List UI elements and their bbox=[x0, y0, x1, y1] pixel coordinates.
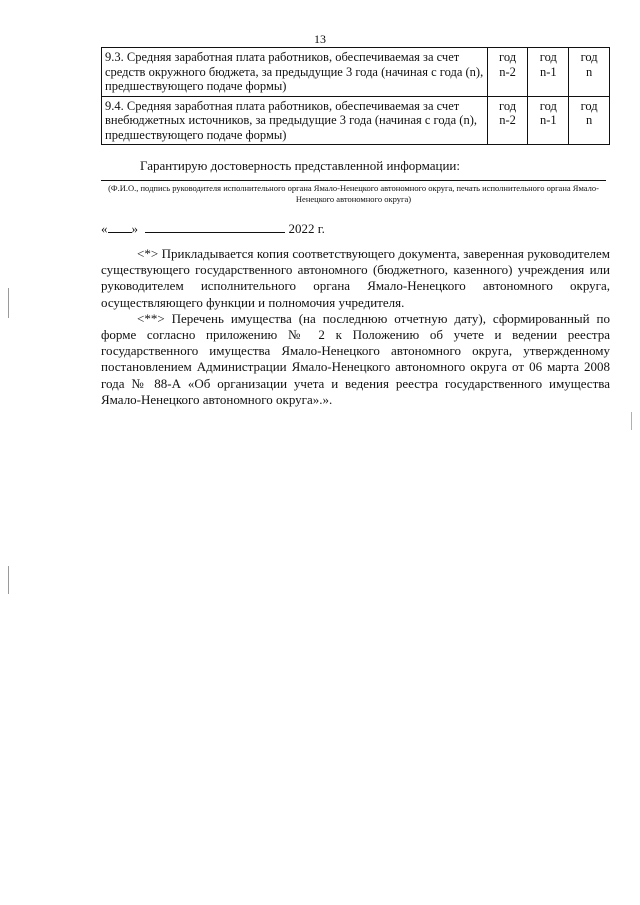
year-cell bbox=[569, 48, 610, 97]
year-value: n bbox=[585, 113, 593, 127]
footnote-2: <**> Перечень имущества (на последнюю отчетную дату), сформированный по форме согласно приложению № 2 к Положению об учете и ведении реестра государственного имущества Ямало-Ненецкого автономного округа, утвержденному постановлением Администрации Ямало-Ненецкого автономного округа от 06 марта 2008 года № 88-А «Об организации учета и ведения реестра государственного имущества Ямало-Ненецкого автономного округа».». bbox=[101, 310, 610, 407]
year-value: n-2 bbox=[499, 64, 516, 79]
form-table bbox=[101, 47, 610, 145]
year-label: год bbox=[539, 50, 557, 64]
row-description: 9.4. Средняя заработная плата работников, обеспечиваемая за счет внебюджетных источников, за предыдущие 3 года (начиная с года (n), предшествующего подаче формы) bbox=[102, 96, 488, 145]
scan-artifact bbox=[631, 412, 632, 430]
year-label: год bbox=[499, 50, 517, 64]
year-value: n-1 bbox=[540, 113, 557, 127]
scan-artifact bbox=[8, 566, 9, 594]
signature-line bbox=[101, 180, 606, 181]
year-label: год bbox=[499, 98, 517, 113]
year-cell bbox=[487, 48, 528, 97]
year-value: n-1 bbox=[540, 64, 557, 79]
year-cell bbox=[528, 96, 569, 145]
day-blank bbox=[108, 221, 132, 233]
date-line bbox=[101, 221, 325, 237]
year-value: n bbox=[585, 64, 593, 79]
date-year: 2022 г. bbox=[288, 221, 325, 236]
signature-caption: (Ф.И.О., подпись руководителя исполнительного органа Ямало-Ненецкого автономного округа, печать исполнительного органа Ямало-Ненецкого автономного округа) bbox=[108, 183, 599, 204]
row-description: 9.3. Средняя заработная плата работников, обеспечиваемая за счет средств окружного бюджета, за предыдущие 3 года (начиная с года (n), предшествующего подаче формы) bbox=[102, 48, 488, 97]
year-label: год bbox=[580, 50, 598, 64]
year-cell bbox=[487, 96, 528, 145]
scan-artifact bbox=[8, 288, 9, 318]
year-cell bbox=[528, 48, 569, 97]
guarantee-statement: Гарантирую достоверность представленной информации: bbox=[140, 158, 461, 173]
year-label: год bbox=[539, 98, 557, 113]
month-blank bbox=[145, 221, 285, 233]
table-row bbox=[102, 48, 610, 97]
page-number: 13 bbox=[314, 32, 326, 46]
year-cell bbox=[569, 96, 610, 145]
year-value: n-2 bbox=[499, 113, 516, 127]
date-close-quote: » bbox=[131, 221, 138, 236]
footnote-1: <*> Прикладывается копия соответствующего документа, заверенная руководителем существующего государственного автономного (бюджетного, казенного) учреждения или руководителем исполнительного органа Ямало-Ненецкого автономного округа, осуществляющего функции и полномочия учредителя. bbox=[101, 246, 610, 310]
table-row bbox=[102, 96, 610, 145]
footnotes bbox=[101, 246, 610, 408]
date-open-quote: « bbox=[101, 221, 108, 236]
year-label: год bbox=[580, 98, 598, 113]
